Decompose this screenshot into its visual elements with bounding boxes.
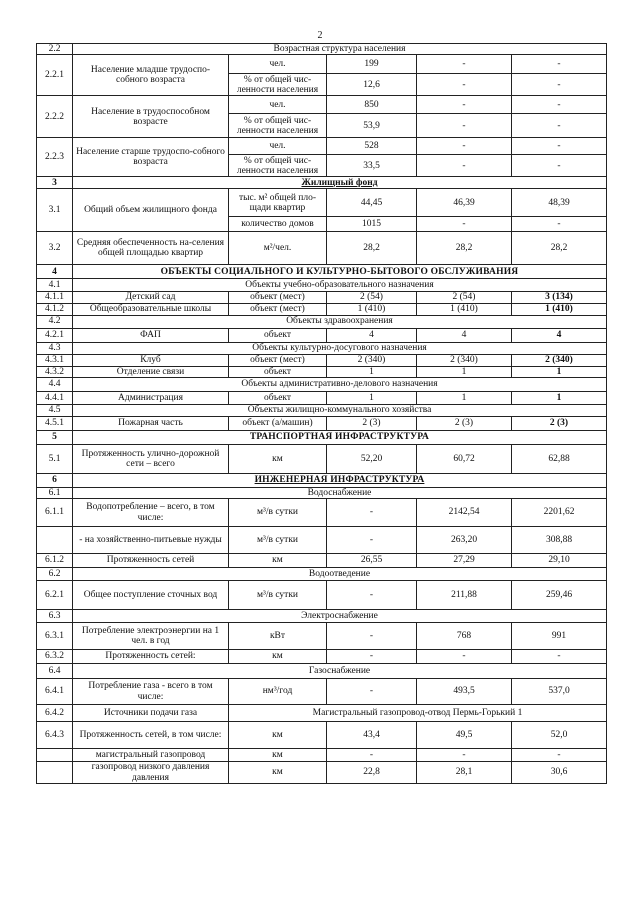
row-number: 6.1.2 (37, 554, 73, 568)
value-cell: - (417, 650, 512, 664)
unit-cell: чел. (229, 138, 327, 155)
row-number: 6.4.3 (37, 722, 73, 749)
table-row (37, 189, 607, 217)
table-row (37, 377, 607, 391)
value-cell: - (512, 55, 607, 74)
value-cell: 3 (134) (512, 292, 607, 303)
indicator-name: Источники подачи газа (73, 705, 229, 722)
value-cell: 12,6 (327, 74, 417, 96)
table-row (37, 303, 607, 315)
table-row (37, 762, 607, 784)
table-body (37, 44, 607, 784)
value-cell: 2 (54) (417, 292, 512, 303)
unit-cell: м²/чел. (229, 232, 327, 265)
indicator-name: Протяженность сетей (73, 554, 229, 568)
row-number: 6.4.2 (37, 705, 73, 722)
indicator-name: Общеобразовательные школы (73, 303, 229, 315)
value-cell: 259,46 (512, 581, 607, 610)
row-number: 4.2.1 (37, 328, 73, 342)
row-number: 4.5 (37, 404, 73, 416)
unit-cell: объект (229, 328, 327, 342)
unit-cell: км (229, 444, 327, 473)
value-cell: - (512, 114, 607, 138)
subsection-title: Объекты жилищно-коммунального хозяйства (73, 404, 607, 416)
value-cell: - (417, 155, 512, 177)
unit-cell: км (229, 722, 327, 749)
table-row (37, 354, 607, 366)
value-cell: - (327, 650, 417, 664)
value-cell: 2 (340) (327, 354, 417, 366)
unit-cell: км (229, 650, 327, 664)
indicator-name: Пожарная часть (73, 416, 229, 430)
value-cell: 1 (327, 366, 417, 377)
value-cell: 1 (512, 366, 607, 377)
unit-cell: км (229, 762, 327, 784)
unit-cell: чел. (229, 55, 327, 74)
value-cell: 44,45 (327, 189, 417, 217)
table-row (37, 366, 607, 377)
value-cell: 308,88 (512, 527, 607, 554)
unit-cell: объект (229, 366, 327, 377)
value-cell: 27,29 (417, 554, 512, 568)
value-cell: 2 (54) (327, 292, 417, 303)
unit-cell: объект (а/машин) (229, 416, 327, 430)
value-cell: 211,88 (417, 581, 512, 610)
table-row (37, 527, 607, 554)
table-row (37, 581, 607, 610)
unit-cell: % от общей чис-ленности населения (229, 114, 327, 138)
row-number: 3.2 (37, 232, 73, 265)
value-cell: - (512, 749, 607, 762)
table-row (37, 265, 607, 279)
value-cell: - (417, 55, 512, 74)
value-cell: - (512, 96, 607, 114)
value-cell: - (417, 96, 512, 114)
table-row (37, 568, 607, 581)
indicator-name: Протяженность сетей: (73, 650, 229, 664)
value-cell: 1 (327, 391, 417, 404)
value-cell: 33,5 (327, 155, 417, 177)
row-number: 4.4 (37, 377, 73, 391)
value-cell: 2 (340) (417, 354, 512, 366)
table-row (37, 664, 607, 679)
value-cell: 4 (512, 328, 607, 342)
table-row (37, 55, 607, 74)
table-row (37, 623, 607, 650)
indicator-name: - на хозяйственно-питьевые нужды (73, 527, 229, 554)
unit-cell: нм³/год (229, 679, 327, 705)
value-cell: 1 (417, 366, 512, 377)
table-row (37, 342, 607, 354)
value-cell: 2201,62 (512, 499, 607, 527)
table-row (37, 404, 607, 416)
row-number: 2.2 (37, 44, 73, 55)
subsection-title: Возрастная структура населения (73, 44, 607, 55)
indicator-name: Протяженность улично-дорожной сети – всего (73, 444, 229, 473)
indicator-name: Администрация (73, 391, 229, 404)
value-cell: - (512, 155, 607, 177)
unit-cell: кВт (229, 623, 327, 650)
row-number (37, 749, 73, 762)
value-cell: 850 (327, 96, 417, 114)
unit-cell: объект (мест) (229, 354, 327, 366)
unit-cell: тыс. м² общей пло-щади квартир (229, 189, 327, 217)
value-cell: 30,6 (512, 762, 607, 784)
value-cell: 1015 (327, 217, 417, 232)
row-number: 4 (37, 265, 73, 279)
table-row (37, 430, 607, 444)
table-row (37, 554, 607, 568)
value-cell: 2 (3) (327, 416, 417, 430)
table-row (37, 499, 607, 527)
value-cell: 52,0 (512, 722, 607, 749)
value-cell: - (512, 74, 607, 96)
unit-cell: % от общей чис-ленности населения (229, 74, 327, 96)
indicator-name: Общее поступление сточных вод (73, 581, 229, 610)
row-number: 6.3.1 (37, 623, 73, 650)
value-cell: 28,1 (417, 762, 512, 784)
value-cell: 62,88 (512, 444, 607, 473)
indicator-name: ФАП (73, 328, 229, 342)
unit-cell: м³/в сутки (229, 581, 327, 610)
unit-cell: объект (229, 391, 327, 404)
table-row (37, 650, 607, 664)
table-row (37, 315, 607, 328)
subsection-title: Объекты культурно-досугового назначения (73, 342, 607, 354)
indicator-name: Население старше трудоспо-собного возраста (73, 138, 229, 177)
value-cell: - (327, 679, 417, 705)
value-cell: 1 (512, 391, 607, 404)
row-number: 4.1.1 (37, 292, 73, 303)
row-number: 6.2.1 (37, 581, 73, 610)
value-cell: 52,20 (327, 444, 417, 473)
subsection-title: Объекты здравоохранения (73, 315, 607, 328)
indicator-name: Детский сад (73, 292, 229, 303)
row-number: 2.2.1 (37, 55, 73, 96)
indicator-name: Население в трудоспособном возрасте (73, 96, 229, 138)
value-cell: - (417, 217, 512, 232)
value-cell: 26,55 (327, 554, 417, 568)
value-cell: - (327, 749, 417, 762)
indicator-name: газопровод низкого давления давления (73, 762, 229, 784)
table-row (37, 391, 607, 404)
unit-cell: количество домов (229, 217, 327, 232)
row-number (37, 762, 73, 784)
value-cell: 53,9 (327, 114, 417, 138)
row-number: 4.1.2 (37, 303, 73, 315)
value-cell: - (327, 623, 417, 650)
unit-cell: чел. (229, 96, 327, 114)
row-number: 5 (37, 430, 73, 444)
section-header: ОБЪЕКТЫ СОЦИАЛЬНОГО И КУЛЬТУРНО-БЫТОВОГО ОБСЛУЖИВАНИЯ (73, 265, 607, 279)
unit-cell: м³/в сутки (229, 527, 327, 554)
value-cell: 4 (417, 328, 512, 342)
value-cell: 2 (3) (512, 416, 607, 430)
indicator-name: Клуб (73, 354, 229, 366)
indicator-name: Потребление электроэнергии на 1 чел. в год (73, 623, 229, 650)
unit-cell: объект (мест) (229, 303, 327, 315)
row-number: 4.4.1 (37, 391, 73, 404)
table-row (37, 679, 607, 705)
table-row (37, 722, 607, 749)
value-cell: 537,0 (512, 679, 607, 705)
value-cell: 1 (410) (417, 303, 512, 315)
table-row (37, 138, 607, 155)
unit-cell: объект (мест) (229, 292, 327, 303)
subsection-title: Объекты учебно-образовательного назначения (73, 279, 607, 292)
row-number: 6.3.2 (37, 650, 73, 664)
table-row (37, 177, 607, 189)
merged-value-cell: Магистральный газопровод-отвод Пермь-Горький 1 (229, 705, 607, 722)
indicator-name: Протяженность сетей, в том числе: (73, 722, 229, 749)
row-number: 4.3.2 (37, 366, 73, 377)
value-cell: 493,5 (417, 679, 512, 705)
value-cell: 48,39 (512, 189, 607, 217)
value-cell: 29,10 (512, 554, 607, 568)
value-cell: - (327, 581, 417, 610)
section-header: Жилищный фонд (73, 177, 607, 189)
section-header: ТРАНСПОРТНАЯ ИНФРАСТРУКТУРА (73, 430, 607, 444)
row-number: 6.4.1 (37, 679, 73, 705)
table-row (37, 444, 607, 473)
value-cell: - (417, 114, 512, 138)
indicator-name: Общий объем жилищного фонда (73, 189, 229, 232)
indicators-table (36, 43, 607, 784)
row-number: 4.3 (37, 342, 73, 354)
value-cell: - (512, 650, 607, 664)
value-cell: 43,4 (327, 722, 417, 749)
indicator-name: Потребление газа - всего в том числе: (73, 679, 229, 705)
table-row (37, 292, 607, 303)
table-row (37, 279, 607, 292)
value-cell: 263,20 (417, 527, 512, 554)
value-cell: 2142,54 (417, 499, 512, 527)
subsection-title: Водоснабжение (73, 487, 607, 498)
value-cell: 199 (327, 55, 417, 74)
subsection-title: Объекты административно-делового назначения (73, 377, 607, 391)
indicator-name: Средняя обеспеченность на-селения общей площадью квартир (73, 232, 229, 265)
row-number: 3.1 (37, 189, 73, 232)
subsection-title: Газоснабжение (73, 664, 607, 679)
value-cell: 1 (410) (512, 303, 607, 315)
unit-cell: км (229, 554, 327, 568)
value-cell: - (417, 749, 512, 762)
value-cell: 22,8 (327, 762, 417, 784)
table-row (37, 749, 607, 762)
row-number: 2.2.2 (37, 96, 73, 138)
row-number: 5.1 (37, 444, 73, 473)
table-row (37, 416, 607, 430)
row-number: 3 (37, 177, 73, 189)
row-number: 4.2 (37, 315, 73, 328)
row-number: 6 (37, 473, 73, 487)
value-cell: 2 (340) (512, 354, 607, 366)
subsection-title: Водоотведение (73, 568, 607, 581)
page-number: 2 (317, 30, 323, 41)
row-number: 6.3 (37, 610, 73, 623)
value-cell: 2 (3) (417, 416, 512, 430)
table-row (37, 487, 607, 498)
value-cell: 1 (410) (327, 303, 417, 315)
subsection-title: Электроснабжение (73, 610, 607, 623)
unit-cell: % от общей чис-ленности населения (229, 155, 327, 177)
value-cell: 4 (327, 328, 417, 342)
value-cell: 1 (417, 391, 512, 404)
table-row (37, 232, 607, 265)
table-row (37, 44, 607, 55)
indicator-name: Отделение связи (73, 366, 229, 377)
row-number (37, 527, 73, 554)
indicator-name: Население младше трудоспо-собного возраста (73, 55, 229, 96)
row-number: 6.4 (37, 664, 73, 679)
table-row (37, 705, 607, 722)
value-cell: 49,5 (417, 722, 512, 749)
row-number: 4.1 (37, 279, 73, 292)
indicator-name: магистральный газопровод (73, 749, 229, 762)
row-number: 4.5.1 (37, 416, 73, 430)
value-cell: 60,72 (417, 444, 512, 473)
row-number: 6.1 (37, 487, 73, 498)
value-cell: - (327, 499, 417, 527)
row-number: 2.2.3 (37, 138, 73, 177)
table-row (37, 96, 607, 114)
value-cell: 768 (417, 623, 512, 650)
value-cell: 28,2 (327, 232, 417, 265)
unit-cell: км (229, 749, 327, 762)
row-number: 6.2 (37, 568, 73, 581)
indicator-name: Водопотребление – всего, в том числе: (73, 499, 229, 527)
row-number: 6.1.1 (37, 499, 73, 527)
value-cell: 991 (512, 623, 607, 650)
value-cell: - (417, 74, 512, 96)
table-row (37, 328, 607, 342)
value-cell: 28,2 (512, 232, 607, 265)
row-number: 4.3.1 (37, 354, 73, 366)
section-header: ИНЖЕНЕРНАЯ ИНФРАСТРУКТУРА (73, 473, 607, 487)
value-cell: 46,39 (417, 189, 512, 217)
table-row (37, 610, 607, 623)
value-cell: - (417, 138, 512, 155)
table-row (37, 473, 607, 487)
value-cell: - (512, 138, 607, 155)
value-cell: 528 (327, 138, 417, 155)
value-cell: - (512, 217, 607, 232)
unit-cell: м³/в сутки (229, 499, 327, 527)
value-cell: - (327, 527, 417, 554)
value-cell: 28,2 (417, 232, 512, 265)
